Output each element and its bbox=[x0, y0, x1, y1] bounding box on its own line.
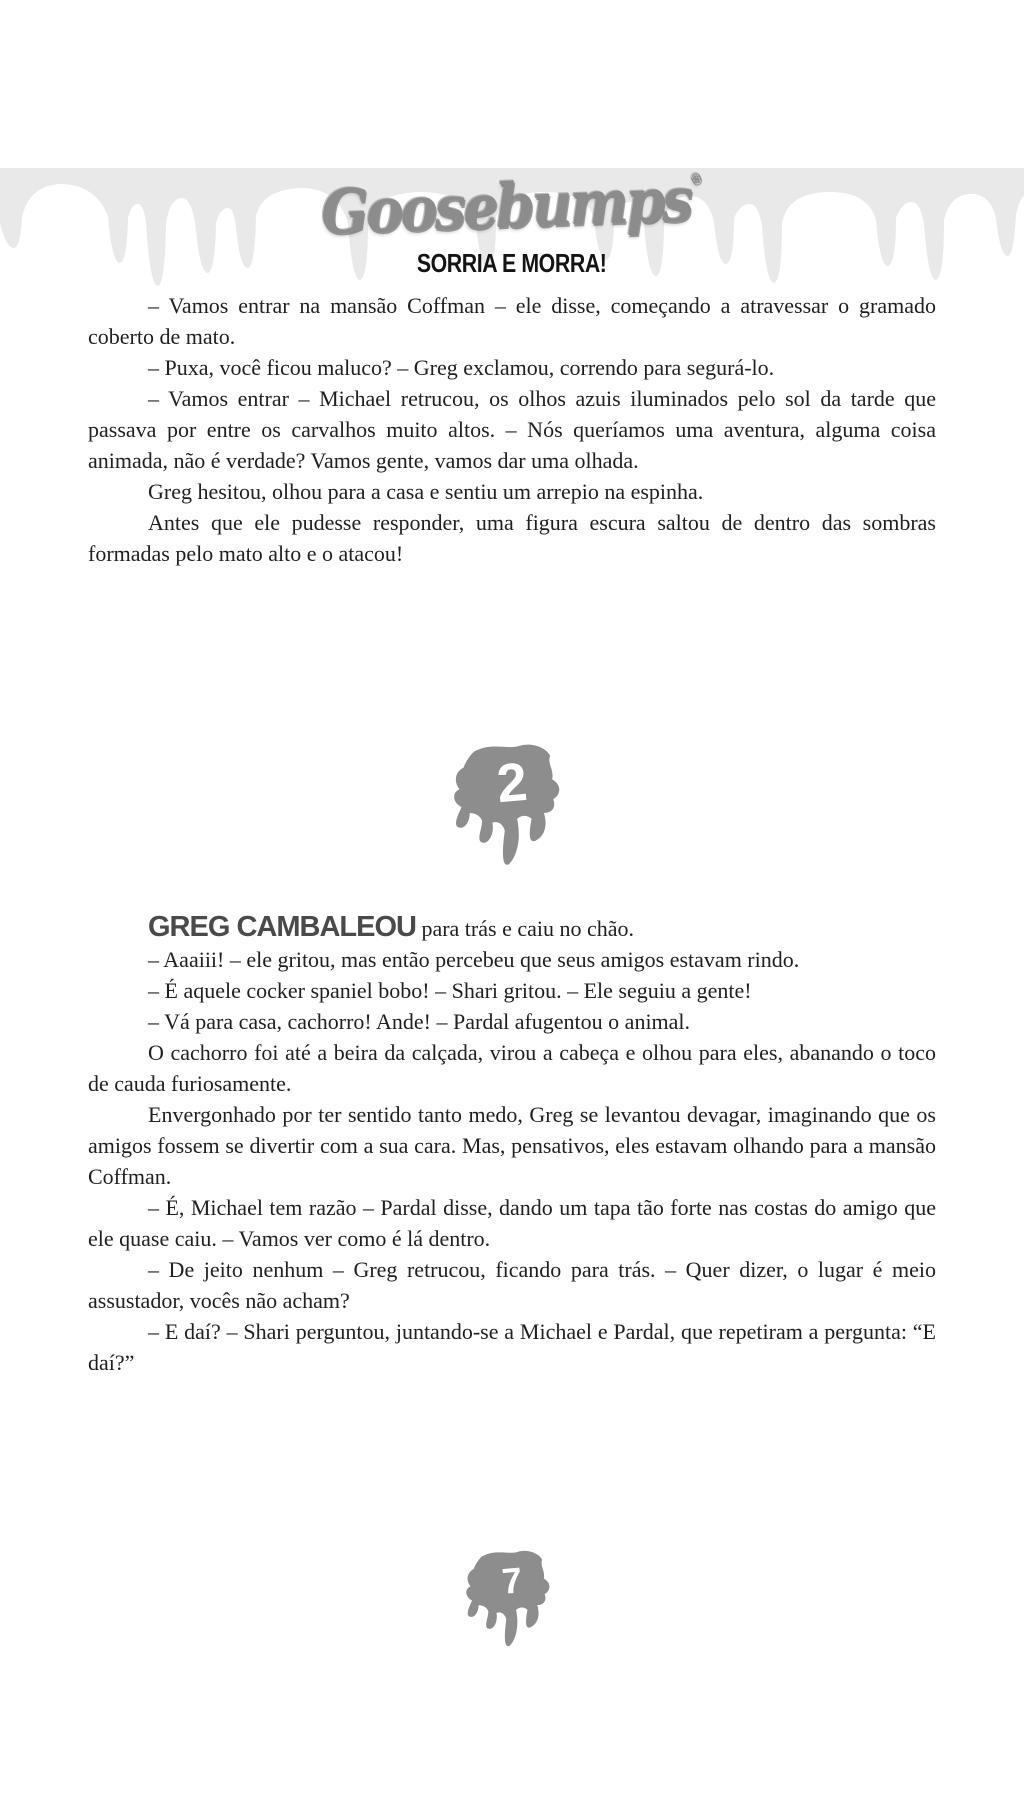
registered-trademark-symbol: ® bbox=[689, 171, 703, 188]
paragraph: – Vamos entrar – Michael retrucou, os olhos azuis iluminados pelo sol da tarde que passava por entre os carvalhos muito altos. – Nós queríamos uma aventura, alguma coisa animada, não é verdade? Vamos gente, vamos dar uma olhada. bbox=[88, 386, 936, 473]
chapter1-text-block bbox=[88, 290, 936, 569]
goosebumps-logo bbox=[0, 164, 1024, 249]
paragraph: – É, Michael tem razão – Pardal disse, dando um tapa tão forte nas costas do amigo que ele quase caiu. – Vamos ver como é lá dentro. bbox=[88, 1195, 936, 1251]
book-title-text: SORRIA E MORRA! bbox=[417, 248, 607, 278]
paragraph-lead bbox=[88, 912, 936, 944]
goosebumps-logo-text: Goosebumps® bbox=[319, 164, 703, 249]
chapter-lead-in: GREG CAMBALEOU bbox=[148, 911, 416, 943]
chapter-number: 2 bbox=[494, 751, 530, 815]
paragraph: Greg hesitou, olhou para a casa e sentiu um arrepio na espinha. bbox=[148, 479, 704, 504]
paragraph: – Vamos entrar na mansão Coffman – ele disse, começando a atravessar o gramado coberto de mato. bbox=[88, 293, 936, 349]
paragraph: – Puxa, você ficou maluco? – Greg exclamou, correndo para segurá-lo. bbox=[148, 355, 775, 380]
book-title bbox=[0, 249, 1024, 278]
page-number-drip-icon bbox=[459, 1544, 565, 1660]
paragraph: – Aaaiii! – ele gritou, mas então percebeu que seus amigos estavam rindo. bbox=[148, 947, 800, 972]
paragraph: Envergonhado por ter sentido tanto medo, Greg se levantou devagar, imaginando que os amigos fossem se divertir com a sua cara. Mas, pensativos, eles estavam olhando para a mansão Coffman. bbox=[88, 1102, 936, 1189]
paragraph: – É aquele cocker spaniel bobo! – Shari gritou. – Ele seguiu a gente! bbox=[148, 978, 752, 1003]
chapter2-text-block bbox=[88, 912, 936, 1378]
paragraph: O cachorro foi até a beira da calçada, virou a cabeça e olhou para eles, abanando o toco de cauda furiosamente. bbox=[88, 1040, 936, 1096]
page-number-marker bbox=[0, 1544, 1024, 1660]
chapter-marker bbox=[0, 736, 1024, 882]
paragraph: – De jeito nenhum – Greg retrucou, ficando para trás. – Quer dizer, o lugar é meio assustador, vocês não acham? bbox=[88, 1257, 936, 1313]
paragraph: Antes que ele pudesse responder, uma figura escura saltou de dentro das sombras formadas pelo mato alto e o atacou! bbox=[88, 510, 936, 566]
chapter-drip-icon bbox=[445, 736, 579, 882]
page-number: 7 bbox=[500, 1559, 524, 1602]
paragraph: – Vá para casa, cachorro! Ande! – Pardal afugentou o animal. bbox=[148, 1009, 691, 1034]
paragraph: – E daí? – Shari perguntou, juntando-se a Michael e Pardal, que repetiram a pergunta: “E daí?” bbox=[88, 1319, 936, 1375]
chapter-lead-rest: para trás e caiu no chão. bbox=[415, 916, 635, 941]
